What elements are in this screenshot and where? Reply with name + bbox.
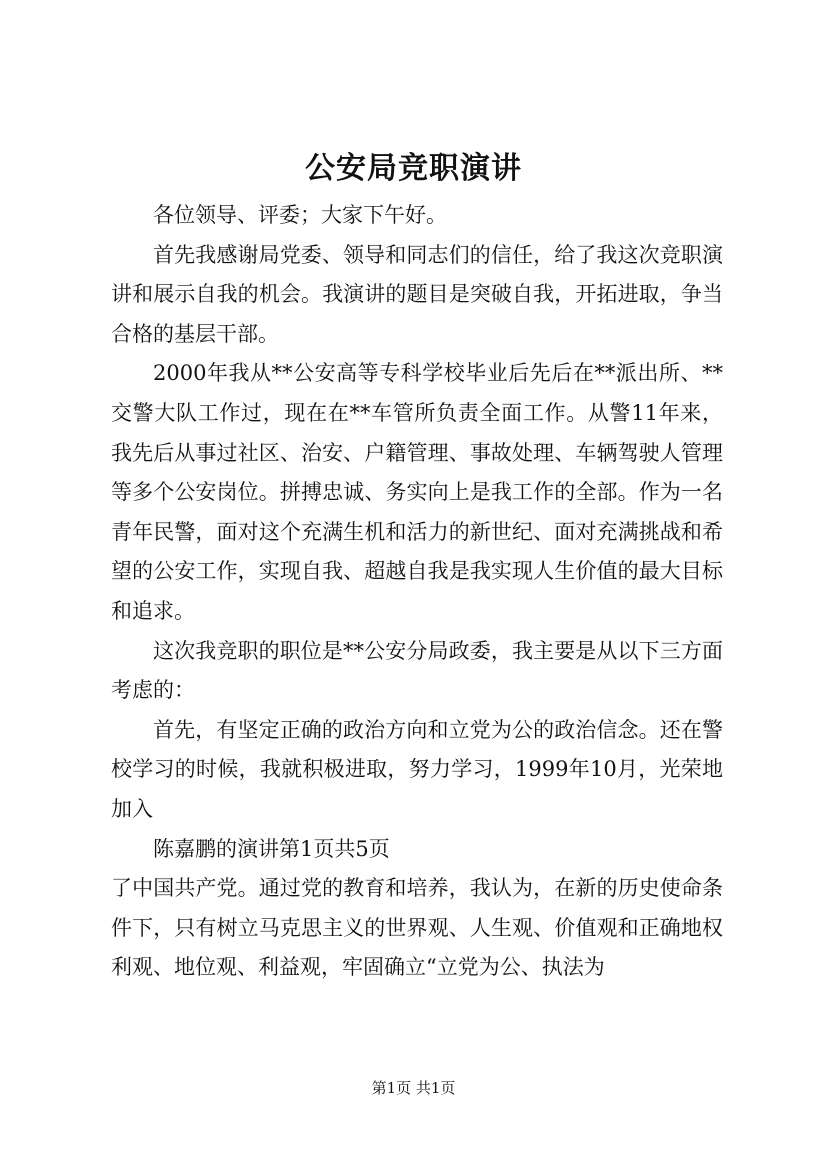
- paragraph-thanks: 首先我感谢局党委、领导和同志们的信任，给了我这次竞职演讲和展示自我的机会。我演讲的题目是突破自我，开拓进取，争当合格的基层干部。: [111, 242, 723, 346]
- page-footer: 第1页 共1页: [371, 1079, 456, 1097]
- paragraph-greeting: 各位领导、评委；大家下午好。: [153, 203, 447, 227]
- paragraph-page-marker: 陈嘉鹏的演讲第1页共5页: [153, 836, 390, 861]
- document-body: [111, 196, 723, 988]
- document-title: 公安局竞职演讲: [305, 151, 522, 186]
- paragraph-first-point: 首先，有坚定正确的政治方向和立党为公的政治信念。还在警校学习的时候，我就积极进取，努力学习，1999年10月，光荣地加入: [111, 717, 723, 821]
- paragraph-continuation: 了中国共产党。通过党的教育和培养，我认为，在新的历史使命条件下，只有树立马克思主义的世界观、人生观、价值观和正确地权利观、地位观、利益观，牢固确立“立党为公、执法为: [111, 876, 723, 980]
- paragraph-position: 这次我竞职的职位是**公安分局政委，我主要是从以下三方面考虑的：: [111, 638, 723, 703]
- paragraph-background: 2000年我从**公安高等专科学校毕业后先后在**派出所、**交警大队工作过，现在在**车管所负责全面工作。从警11年来，我先后从事过社区、治安、户籍管理、事故处理、车辆驾驶人管理等多个公安岗位。拼搏忠诚、务实向上是我工作的全部。作为一名青年民警，面对这个充满生机和活力的新世纪、面对充满挑战和希望的公安工作，实现自我、超越自我是我实现人生价值的最大目标和追求。: [111, 361, 723, 623]
